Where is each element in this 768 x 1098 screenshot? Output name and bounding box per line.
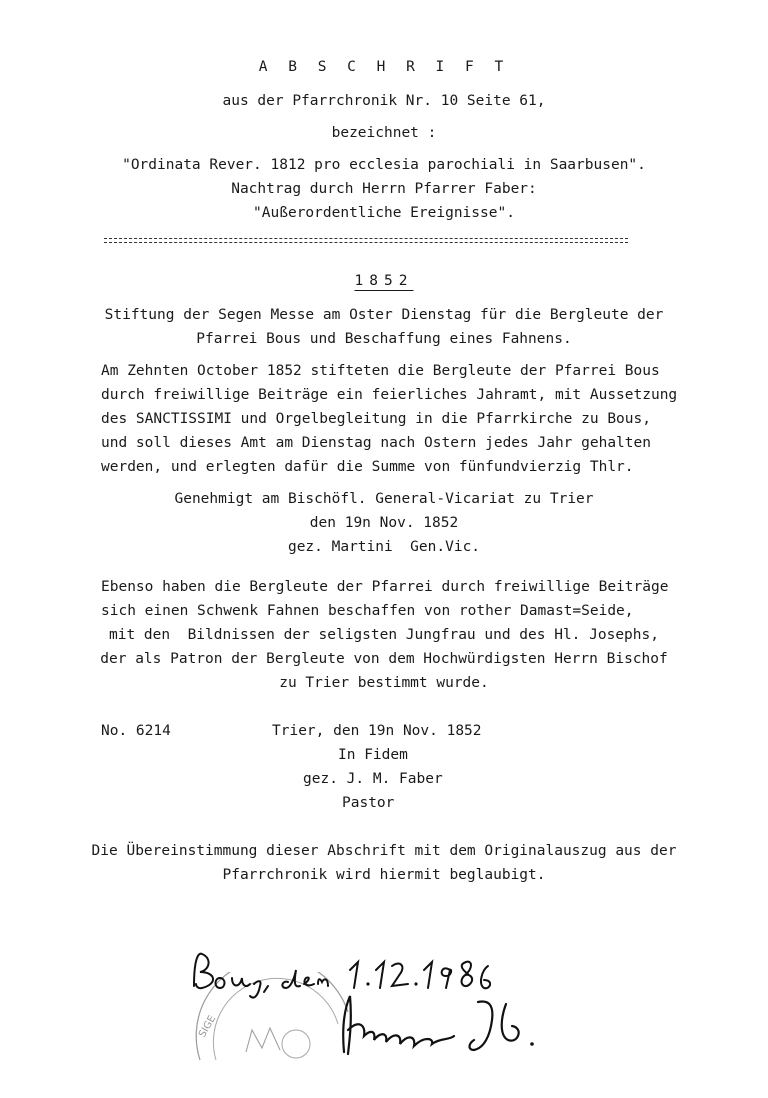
section-year: 1852 (354, 273, 414, 289)
handwritten-date-signature (188, 940, 588, 1060)
para2-line: der als Patron der Bergleute von dem Hochwürdigsten Herrn Bischof (100, 651, 668, 667)
document-number: No. 6214 (101, 723, 171, 739)
svg-text:SIGE: SIGE (197, 1013, 219, 1040)
certification-line: Die Übereinstimmung dieser Abschrift mit dem Originalauszug aus der (91, 843, 677, 859)
para2-line: mit den Bildnissen der seligsten Jungfrau und des Hl. Josephs, (109, 627, 659, 643)
events-line: "Außerordentliche Ereignisse". (253, 205, 515, 221)
para1-line: werden, und erlegten dafür die Summe von fünfundvierzig Thlr. (101, 459, 634, 475)
closing-line: Trier, den 19n Nov. 1852 (272, 723, 482, 739)
closing-line: Pastor (342, 795, 395, 811)
designated-line: bezeichnet : (331, 125, 437, 141)
para2-line: sich einen Schwenk Fahnen beschaffen von rother Damast=Seide, (101, 603, 634, 619)
closing-line: In Fidem (338, 747, 408, 763)
para1-line: des SANCTISSIMI und Orgelbegleitung in die Pfarrkirche zu Bous, (101, 411, 651, 427)
approval-line: Genehmigt am Bischöfl. General-Vicariat zu Trier (174, 491, 594, 507)
approval-line: gez. Martini Gen.Vic. (287, 539, 481, 555)
approval-line: den 19n Nov. 1852 (309, 515, 459, 531)
closing-line: gez. J. M. Faber (303, 771, 443, 787)
para2-line: zu Trier bestimmt wurde. (279, 675, 489, 691)
separator-rule (104, 238, 628, 243)
para2-line: Ebenso haben die Bergleute der Pfarrei durch freiwillige Beiträge (101, 579, 669, 595)
document-title: A B S C H R I F T (258, 59, 510, 75)
source-line: aus der Pfarrchronik Nr. 10 Seite 61, (222, 93, 546, 109)
latin-title: "Ordinata Rever. 1812 pro ecclesia parochiali in Saarbusen". (122, 157, 646, 173)
section-heading-1: Stiftung der Segen Messe am Oster Dienstag für die Bergleute der (104, 307, 664, 323)
para1-line: und soll dieses Amt am Dienstag nach Ostern jedes Jahr gehalten (101, 435, 651, 451)
para1-line: Am Zehnten October 1852 stifteten die Bergleute der Pfarrei Bous (101, 363, 660, 379)
para1-line: durch freiwillige Beiträge ein feierliches Jahramt, mit Aussetzung (101, 387, 678, 403)
section-heading-2: Pfarrei Bous und Beschaffung eines Fahnens. (196, 331, 572, 347)
certification-line: Pfarrchronik wird hiermit beglaubigt. (222, 867, 546, 883)
addendum-line: Nachtrag durch Herrn Pfarrer Faber: (231, 181, 537, 197)
